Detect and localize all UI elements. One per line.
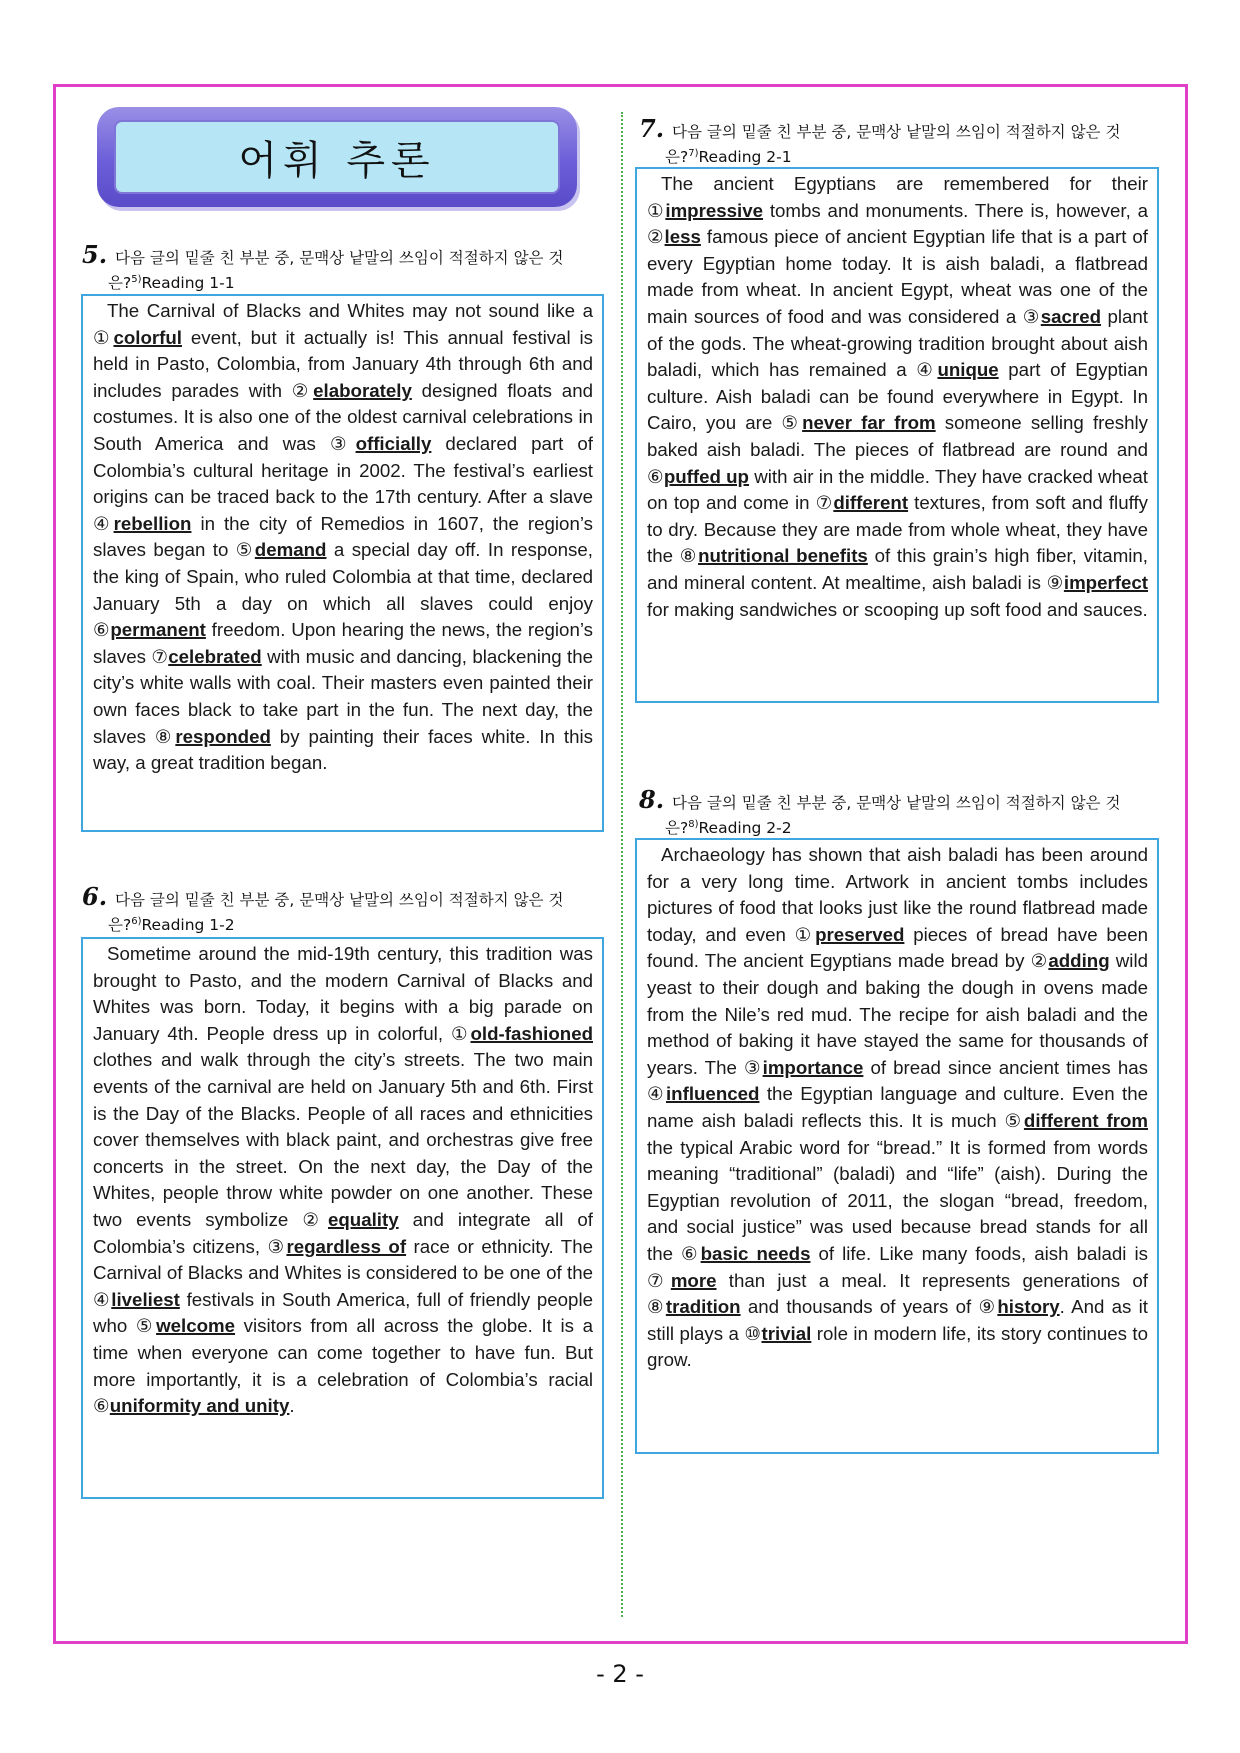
passage-segment: part of Egyptian culture. Aish baladi can be found everywhere in Egypt. In Cairo, you are ⑤ bbox=[647, 359, 1148, 434]
footnote-marker: 7) bbox=[688, 148, 699, 159]
underlined-word: less bbox=[664, 226, 701, 248]
underlined-word: impressive bbox=[665, 199, 764, 221]
passage-segment: declared part of Colombia’s cultural heritage in 2002. The festival’s earliest origins can be traced back to the 17th century. After a slave ④ bbox=[93, 432, 593, 534]
question-prompt: 다음 글의 밑줄 친 부분 중, 문맥상 낱말의 쓰임이 적절하지 않은 것 bbox=[672, 794, 1121, 812]
passage-segment: . And as it still plays a ⑩ bbox=[647, 1296, 1148, 1344]
section-title: 어휘 추론 bbox=[114, 120, 560, 194]
passage-segment: for making sandwiches or scooping up soft food and sauces. bbox=[647, 598, 1148, 620]
underlined-word: rebellion bbox=[113, 512, 192, 534]
passage-segment: Sometime around the mid-19th century, this tradition was brought to Pasto, and the modern Carnival of Blacks and Whites was born. Today, it begins with a big parade on January 4th. People dress up in colorful, ① bbox=[93, 943, 593, 1044]
source-reference: Reading 1-1 bbox=[141, 274, 235, 293]
passage-segment: clothes and walk through the city’s streets. The two main events of the carnival are held on January 5th and 6th. First is the Day of the Blacks. People of all races and ethnicities cover themselves with black paint, and orchestras give free concerts in the street. On the next day, the Day of the Whites, people throw white powder on one another. These two events symbolize ② bbox=[93, 1049, 593, 1230]
underlined-word: celebrated bbox=[168, 645, 262, 667]
underlined-word: never far from bbox=[802, 412, 936, 434]
passage-segment: event, but it actually is! This annual festival is held in Pasto, Colombia, from January 4th through 6th and includes parades with ② bbox=[93, 326, 593, 401]
passage-segment: freedom. Upon hearing the news, the region’s slaves ⑦ bbox=[93, 619, 593, 667]
section-title-box bbox=[97, 107, 577, 207]
passage-segment: The Carnival of Blacks and Whites may not sound like a ① bbox=[93, 300, 593, 348]
passage-segment: and integrate all of Colombia’s citizens, ③ bbox=[93, 1208, 593, 1257]
question-8-header: 8. 다음 글의 밑줄 친 부분 중, 문맥상 낱말의 쓰임이 적절하지 않은 것 은?$^{8)}$Reading 2-2 bbox=[639, 785, 1121, 838]
underlined-word: more bbox=[670, 1269, 717, 1291]
passage-segment: designed floats and costumes. It is also one of the oldest carnival celebrations in South America and was ③ bbox=[93, 379, 593, 454]
passage-segment: role in modern life, its story continues to grow. bbox=[647, 1322, 1149, 1371]
footnote-marker: 6) bbox=[131, 916, 142, 927]
passage-segment: visitors from all across the globe. It is a time when everyone can come together to have fun. But more importantly, it is a celebration of Colombia’s racial ⑥ bbox=[93, 1315, 593, 1417]
underlined-word: basic needs bbox=[700, 1242, 811, 1264]
passage-segment: the Egyptian language and culture. Even the name aish baladi reflects this. It is much ⑤ bbox=[647, 1083, 1148, 1131]
passage-segment: plant of the gods. The wheat-growing tradition brought about aish baladi, which has remained a ④ bbox=[647, 305, 1148, 381]
passage-segment: a special day off. In response, the king of Spain, who ruled Colombia at that time, declared January 5th a day on which all slaves could enjoy ⑥ bbox=[93, 539, 593, 641]
passage-text bbox=[647, 842, 1148, 1374]
underlined-word: adding bbox=[1048, 950, 1110, 972]
passage-segment: by painting their faces white. In this way, a great tradition began. bbox=[93, 725, 593, 774]
question-prompt: 다음 글의 밑줄 친 부분 중, 문맥상 낱말의 쓰임이 적절하지 않은 것 bbox=[672, 123, 1121, 141]
question-5-header: 5. 다음 글의 밑줄 친 부분 중, 문맥상 낱말의 쓰임이 적절하지 않은 것 은?$^{5)}$Reading 1-1 bbox=[82, 240, 564, 293]
underlined-word: importance bbox=[762, 1056, 864, 1078]
underlined-word: regardless of bbox=[286, 1235, 407, 1257]
column-divider bbox=[621, 112, 623, 1617]
passage-segment: and thousands of years of ⑨ bbox=[740, 1296, 998, 1318]
passage-segment: famous piece of ancient Egyptian life that is a part of every Egyptian home today. It is aish baladi, a flatbread made from wheat. In ancient Egypt, wheat was one of the main sources of food and was considered a ③ bbox=[647, 226, 1148, 327]
passage-segment: with music and dancing, blackening the city’s white walls with coal. Their masters even painted their own faces black to take part in the fun. The next day, the slaves ⑧ bbox=[93, 645, 593, 747]
question-5-passage bbox=[81, 294, 604, 832]
underlined-word: uniformity and unity bbox=[109, 1395, 290, 1417]
passage-segment: in the city of Remedios in 1607, the region’s slaves began to ⑤ bbox=[93, 512, 594, 561]
underlined-word: permanent bbox=[110, 619, 206, 641]
question-number: 7. bbox=[639, 114, 665, 143]
passage-segment: . bbox=[289, 1395, 295, 1417]
page-number: - 2 - bbox=[596, 1660, 644, 1688]
source-reference: Reading 2-1 bbox=[698, 148, 792, 167]
underlined-word: welcome bbox=[156, 1315, 236, 1337]
passage-text bbox=[93, 941, 593, 1420]
underlined-word: sacred bbox=[1040, 305, 1102, 327]
passage-segment: of this grain’s high fiber, vitamin, and mineral content. At mealtime, aish baladi is ⑨ bbox=[647, 545, 1148, 593]
passage-segment: pieces of bread have been found. The ancient Egyptians made bread by ② bbox=[647, 923, 1148, 972]
question-6-passage bbox=[81, 937, 604, 1499]
underlined-word: equality bbox=[327, 1208, 399, 1230]
question-prompt: 다음 글의 밑줄 친 부분 중, 문맥상 낱말의 쓰임이 적절하지 않은 것 bbox=[115, 249, 564, 267]
underlined-word: responded bbox=[175, 725, 271, 747]
passage-segment: with air in the middle. They have cracked wheat on top and come in ⑦ bbox=[647, 465, 1148, 514]
underlined-word: imperfect bbox=[1063, 571, 1148, 593]
passage-text bbox=[93, 298, 593, 777]
passage-segment: the typical Arabic word for “bread.” It is formed from words meaning “traditional” (baladi) and “life” (aish). During the Egyptian revolution of 2011, the slogan “bread, freedom, and social justice” was used because bread stands for all the ⑥ bbox=[647, 1136, 1148, 1264]
passage-segment: of bread since ancient times has ④ bbox=[647, 1056, 1149, 1105]
question-prompt: 다음 글의 밑줄 친 부분 중, 문맥상 낱말의 쓰임이 적절하지 않은 것 bbox=[115, 891, 564, 909]
underlined-word: history bbox=[997, 1296, 1060, 1318]
question-number: 6. bbox=[82, 882, 108, 911]
question-number: 8. bbox=[639, 785, 665, 814]
passage-segment: of life. Like many foods, aish baladi is ⑦ bbox=[647, 1242, 1148, 1291]
question-7-header: 7. 다음 글의 밑줄 친 부분 중, 문맥상 낱말의 쓰임이 적절하지 않은 것 은?$^{7)}$Reading 2-1 bbox=[639, 114, 1121, 167]
passage-segment: The ancient Egyptians are remembered for their ① bbox=[647, 173, 1148, 221]
question-number: 5. bbox=[82, 240, 108, 269]
underlined-word: influenced bbox=[665, 1083, 760, 1105]
underlined-word: old-fashioned bbox=[470, 1022, 593, 1044]
passage-segment: festivals in South America, full of friendly people who ⑤ bbox=[93, 1288, 593, 1337]
underlined-word: colorful bbox=[113, 326, 182, 348]
passage-segment: tombs and monuments. There is, however, a ② bbox=[647, 199, 1148, 248]
source-reference: Reading 2-2 bbox=[698, 819, 792, 838]
underlined-word: different from bbox=[1023, 1109, 1148, 1131]
underlined-word: unique bbox=[937, 359, 999, 381]
footnote-marker: 5) bbox=[131, 274, 142, 285]
footnote-marker: 8) bbox=[688, 819, 699, 830]
question-8-passage bbox=[635, 838, 1159, 1454]
underlined-word: preserved bbox=[815, 923, 905, 945]
underlined-word: officially bbox=[355, 432, 432, 454]
passage-segment: textures, from soft and fluffy to dry. Because they are made from whole wheat, they have the ⑧ bbox=[647, 492, 1148, 567]
passage-text bbox=[647, 171, 1148, 623]
underlined-word: trivial bbox=[761, 1322, 812, 1344]
underlined-word: demand bbox=[254, 539, 327, 561]
underlined-word: tradition bbox=[665, 1296, 741, 1318]
underlined-word: nutritional benefits bbox=[698, 545, 868, 567]
underlined-word: different bbox=[833, 492, 909, 514]
passage-segment: Archaeology has shown that aish baladi has been around for a very long time. Artwork in ancient tombs includes pictures of food that looks just like the round flatbread made today, and even ① bbox=[647, 844, 1148, 945]
passage-segment: than just a meal. It represents generations of ⑧ bbox=[647, 1269, 1148, 1318]
passage-segment: wild yeast to their dough and baking the dough in ovens made from the Nile’s red mud. The recipe for aish baladi and the method of baking it have stayed the same for thousands of years. The ③ bbox=[647, 950, 1148, 1078]
passage-segment: someone selling freshly baked aish baladi. The pieces of flatbread are round and ⑥ bbox=[647, 412, 1148, 487]
question-7-passage bbox=[635, 167, 1159, 703]
source-reference: Reading 1-2 bbox=[141, 916, 235, 935]
passage-segment: race or ethnicity. The Carnival of Blacks and Whites is considered to be one of the ④ bbox=[93, 1235, 593, 1310]
underlined-word: elaborately bbox=[313, 379, 412, 401]
underlined-word: puffed up bbox=[663, 465, 749, 487]
question-6-header: 6. 다음 글의 밑줄 친 부분 중, 문맥상 낱말의 쓰임이 적절하지 않은 것 은?$^{6)}$Reading 1-2 bbox=[82, 882, 564, 935]
underlined-word: liveliest bbox=[111, 1288, 180, 1310]
